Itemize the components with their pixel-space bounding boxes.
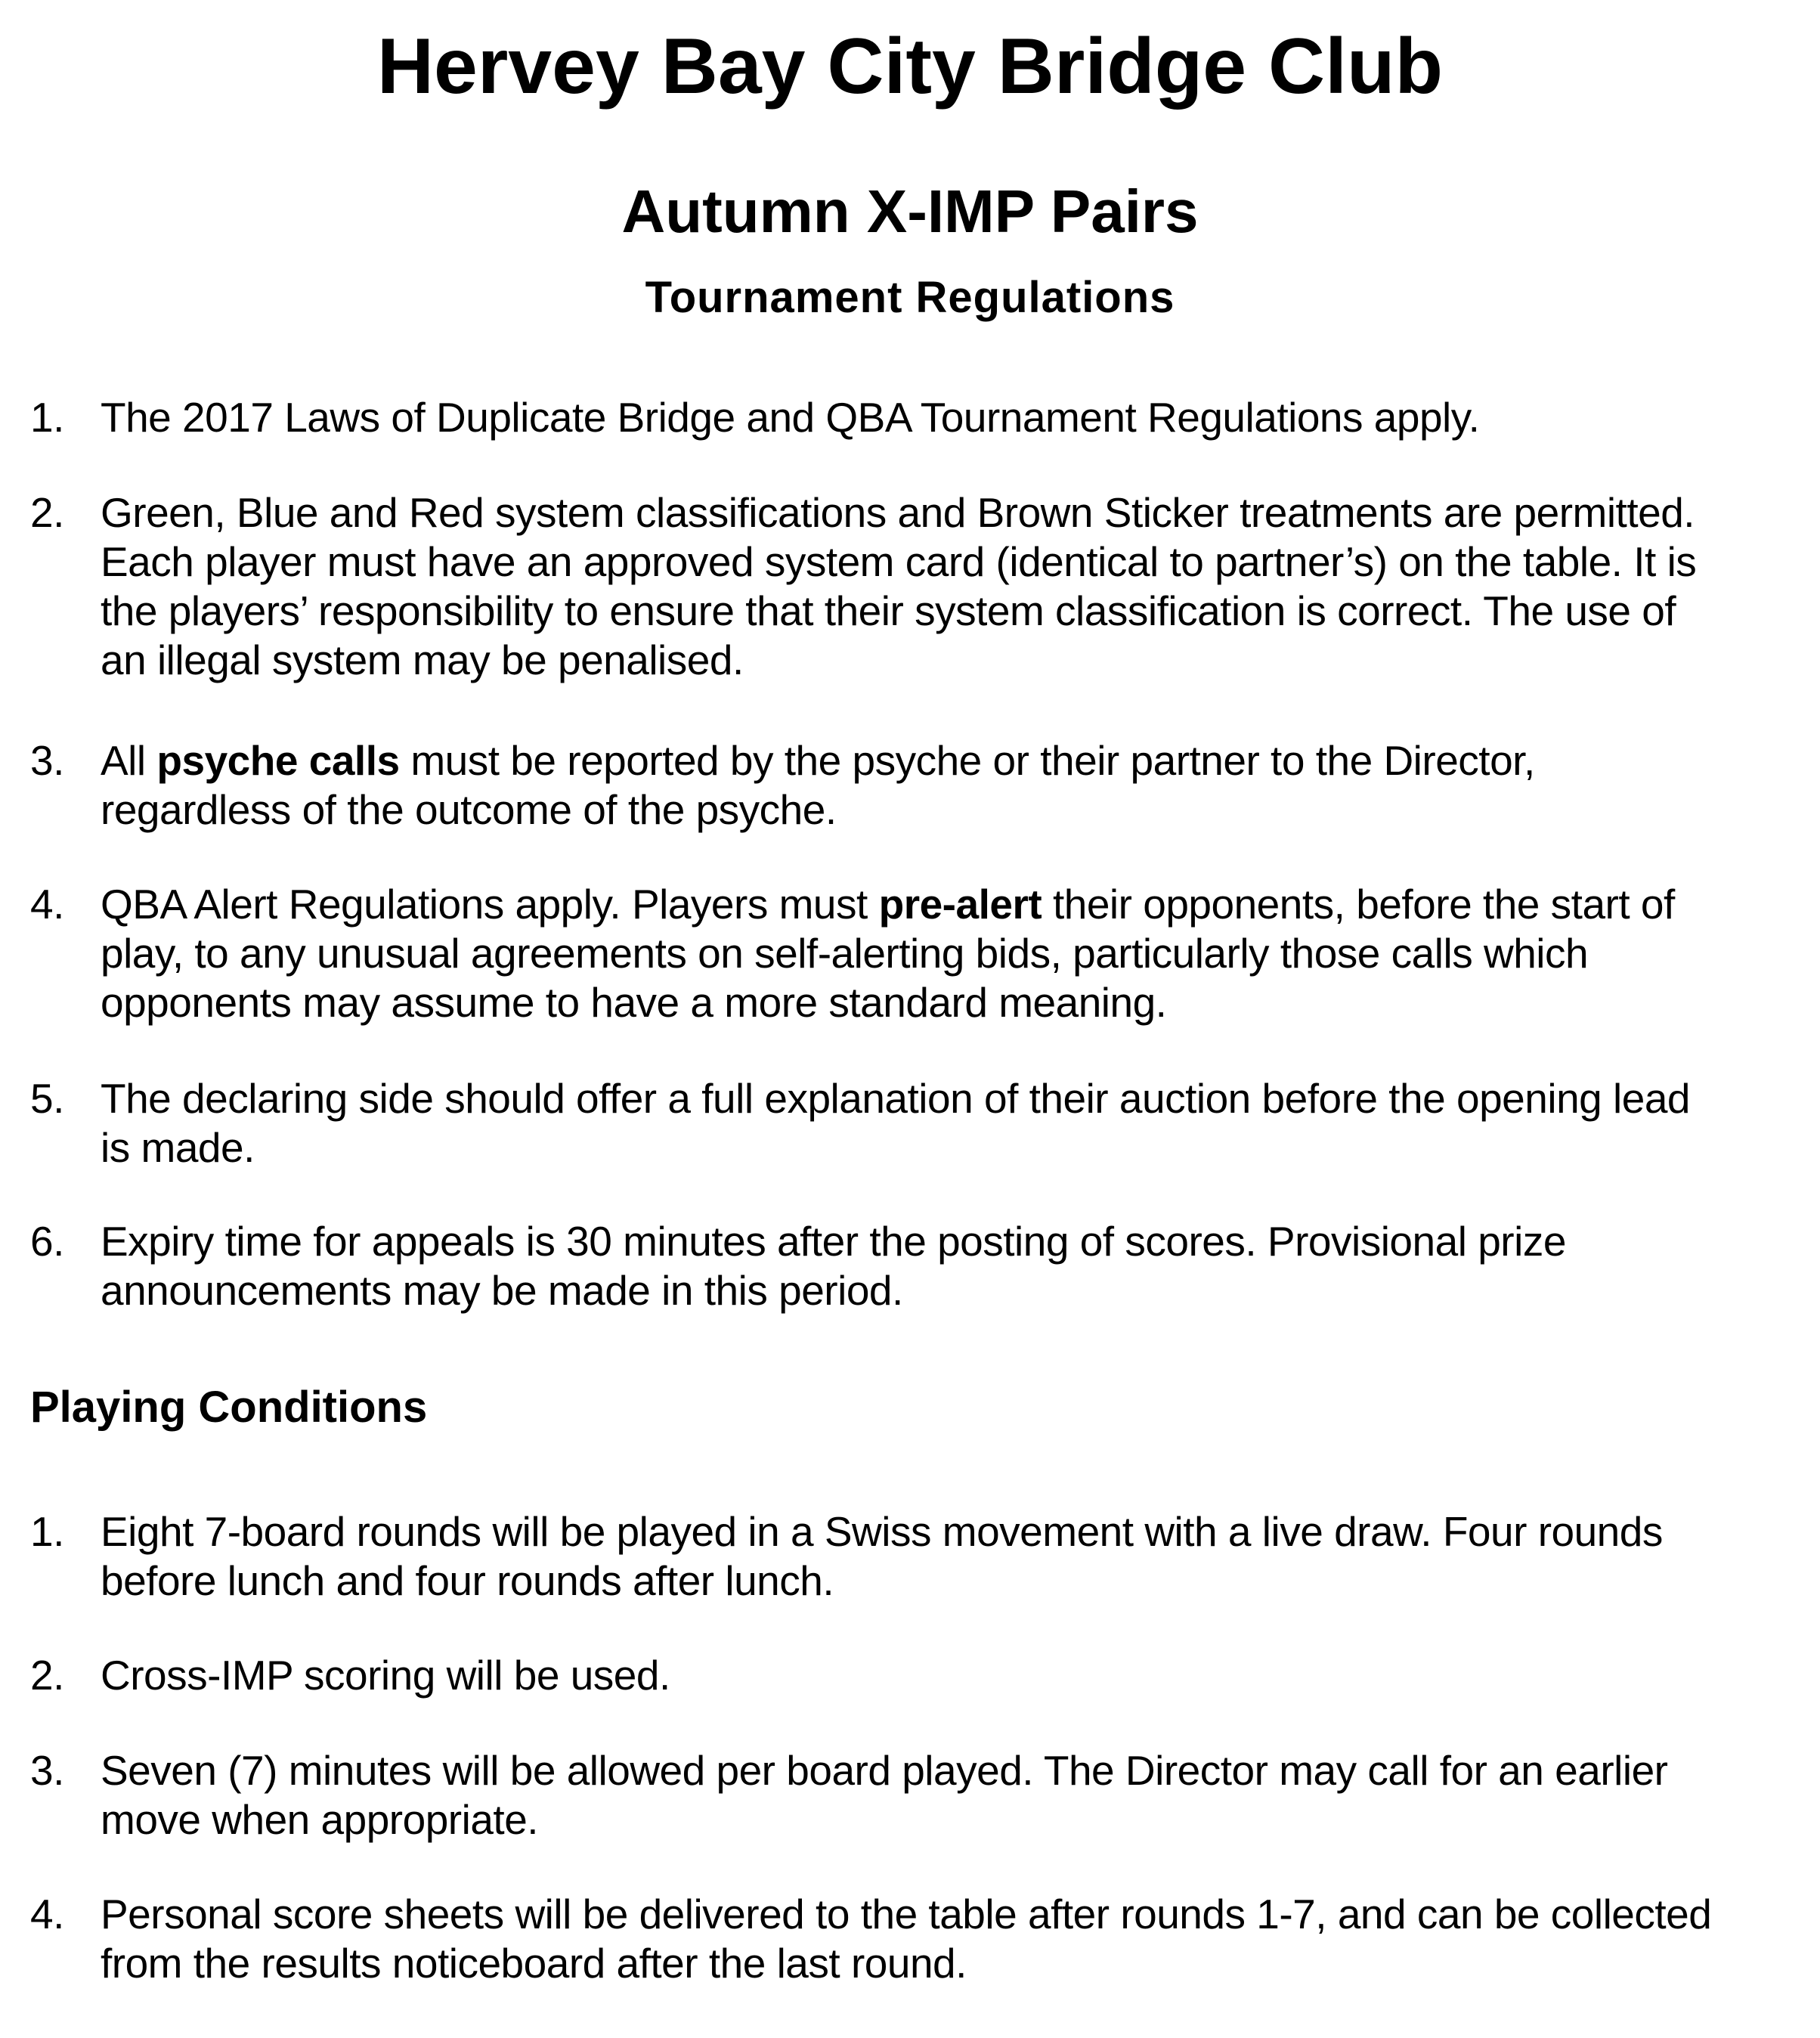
regulation-text-line: Each player must have an approved system card (identical to partner’s) on the table. It is	[101, 538, 1697, 585]
regulation-text-line: The declaring side should offer a full explanation of their auction before the opening lead	[101, 1075, 1691, 1122]
condition-text-line: from the results noticeboard after the last round.	[101, 1940, 967, 1987]
regulation-text-line: The 2017 Laws of Duplicate Bridge and QBA Tournament Regulations apply.	[101, 394, 1480, 441]
regulation-text-line	[101, 736, 1806, 785]
regulation-text-line: announcements may be made in this period.	[101, 1267, 903, 1314]
regulation-number: 2.	[30, 489, 64, 536]
regulation-text-segment: must be reported by the psyche or their partner to the Director,	[399, 737, 1535, 784]
regulation-item-1	[30, 393, 1806, 442]
condition-number: 1.	[30, 1508, 64, 1555]
regulation-text-segment: All	[101, 737, 157, 784]
regulation-text-line: Green, Blue and Red system classifications and Brown Sticker treatments are permitted.	[101, 489, 1695, 536]
regulation-number: 3.	[30, 737, 64, 784]
condition-item-1	[30, 1507, 1806, 1606]
condition-number: 4.	[30, 1891, 64, 1937]
condition-number: 3.	[30, 1747, 64, 1794]
regulation-item-4	[30, 880, 1806, 1027]
condition-item-4	[30, 1890, 1806, 1988]
regulation-item-6	[30, 1217, 1806, 1315]
regulation-number: 4.	[30, 881, 64, 928]
condition-text-line: Seven (7) minutes will be allowed per board played. The Director may call for an earlier	[101, 1747, 1668, 1794]
regulation-text-line	[101, 880, 1806, 929]
condition-text-line: move when appropriate.	[101, 1796, 539, 1843]
regulation-text-line: regardless of the outcome of the psyche.	[101, 786, 837, 833]
regulation-text-line: play, to any unusual agreements on self-alerting bids, particularly those calls which	[101, 930, 1589, 977]
regulation-text-line: an illegal system may be penalised.	[101, 636, 744, 683]
regulation-item-3	[30, 736, 1806, 835]
regulation-item-5	[30, 1074, 1806, 1172]
regulation-text-segment: their opponents, before the start of	[1042, 881, 1675, 928]
regulation-number: 1.	[30, 394, 64, 441]
regulation-number: 5.	[30, 1075, 64, 1122]
regulation-number: 6.	[30, 1218, 64, 1265]
regulation-item-2	[30, 488, 1806, 685]
condition-text-line: before lunch and four rounds after lunch.	[101, 1557, 834, 1604]
condition-text-line: Cross-IMP scoring will be used.	[101, 1652, 670, 1699]
playing-conditions-heading: Playing Conditions	[30, 1383, 428, 1432]
regulation-text-segment: QBA Alert Regulations apply. Players must	[101, 881, 879, 928]
condition-text-line: Eight 7-board rounds will be played in a Swiss movement with a live draw. Four rounds	[101, 1508, 1663, 1555]
regulation-text-line: opponents may assume to have a more standard meaning.	[101, 979, 1167, 1026]
document-subtitle: Tournament Regulations	[645, 273, 1175, 322]
regulation-text-line: is made.	[101, 1124, 255, 1171]
club-title: Hervey Bay City Bridge Club	[376, 23, 1444, 110]
event-title: Autumn X-IMP Pairs	[621, 178, 1199, 245]
pre-alert-emphasis: pre-alert	[878, 881, 1042, 928]
regulation-text-line: Expiry time for appeals is 30 minutes after the posting of scores. Provisional prize	[101, 1218, 1566, 1265]
condition-number: 2.	[30, 1652, 64, 1699]
condition-item-2	[30, 1651, 1806, 1700]
condition-item-3	[30, 1746, 1806, 1844]
psyche-calls-emphasis: psyche calls	[156, 737, 400, 784]
condition-text-line: Personal score sheets will be delivered to the table after rounds 1-7, and can be collected	[101, 1891, 1712, 1937]
regulation-text-line: the players’ responsibility to ensure that their system classification is correct. The use of	[101, 587, 1676, 634]
